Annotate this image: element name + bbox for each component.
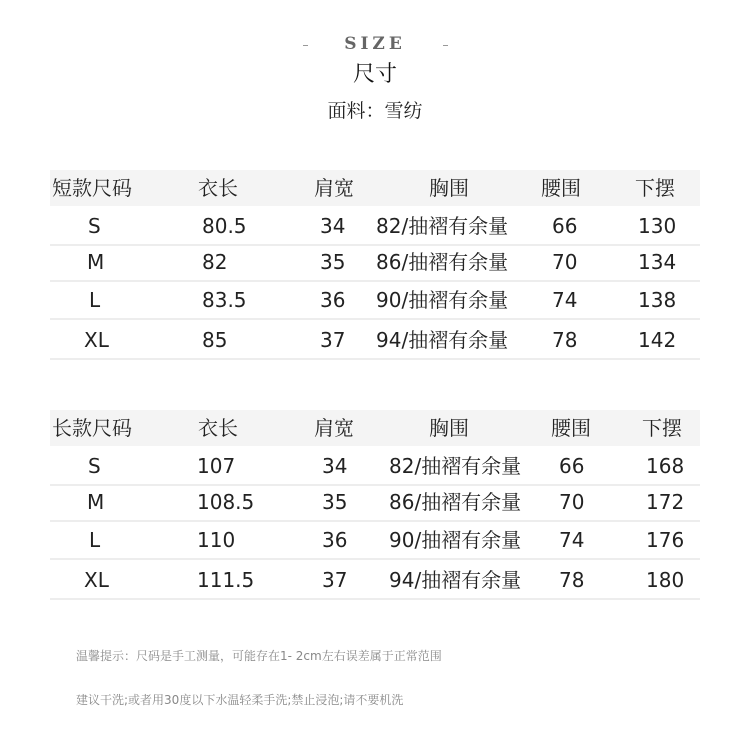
column-header-bust: 胸围 — [429, 416, 469, 440]
title-dash-right — [443, 45, 448, 46]
cell-hem: 138 — [638, 288, 677, 312]
table-row — [50, 562, 700, 600]
column-header-waist: 腰围 — [551, 416, 591, 440]
cell-waist: 78 — [552, 328, 578, 352]
table-row — [50, 522, 700, 560]
cell-length: 80.5 — [202, 214, 247, 238]
cell-waist: 74 — [559, 528, 585, 552]
cell-bust: 94/抽褶有余量 — [389, 568, 522, 592]
cell-shoulder: 36 — [322, 528, 348, 552]
cell-shoulder: 37 — [320, 328, 346, 352]
cell-size: XL — [84, 568, 109, 592]
cell-shoulder: 34 — [322, 454, 348, 478]
cell-size: S — [88, 454, 101, 478]
column-header-shoulder: 肩宽 — [314, 176, 354, 200]
cell-shoulder: 36 — [320, 288, 346, 312]
cell-length: 82 — [202, 250, 228, 274]
cell-bust: 82/抽褶有余量 — [376, 214, 509, 238]
cell-hem: 142 — [638, 328, 677, 352]
cell-waist: 78 — [559, 568, 585, 592]
cell-bust: 82/抽褶有余量 — [389, 454, 522, 478]
cell-shoulder: 34 — [320, 214, 346, 238]
cell-bust: 90/抽褶有余量 — [389, 528, 522, 552]
table-header-row — [50, 170, 700, 206]
column-header-size: 长款尺码 — [52, 416, 132, 440]
column-header-waist: 腰围 — [541, 176, 581, 200]
cell-length: 83.5 — [202, 288, 247, 312]
column-header-hem: 下摆 — [642, 416, 682, 440]
cell-waist: 66 — [552, 214, 578, 238]
cell-bust: 86/抽褶有余量 — [376, 250, 509, 274]
size-title-cn: 尺寸 — [352, 62, 397, 87]
column-header-length: 衣长 — [198, 176, 238, 200]
table-row — [50, 282, 700, 320]
cell-size: M — [87, 490, 105, 514]
cell-size: L — [89, 528, 101, 552]
cell-hem: 172 — [646, 490, 685, 514]
cell-shoulder: 35 — [322, 490, 348, 514]
cell-hem: 168 — [646, 454, 685, 478]
cell-size: M — [87, 250, 105, 274]
table-row — [50, 244, 700, 282]
cell-waist: 70 — [559, 490, 585, 514]
cell-length: 107 — [197, 454, 236, 478]
cell-waist: 66 — [559, 454, 585, 478]
cell-length: 85 — [202, 328, 228, 352]
fabric-label: 面料：雪纺 — [327, 100, 423, 122]
measurement-note: 温馨提示：尺码是手工测量，可能存在1- 2cm左右误差属于正常范围 — [76, 649, 442, 663]
cell-bust: 86/抽褶有余量 — [389, 490, 522, 514]
cell-shoulder: 37 — [322, 568, 348, 592]
column-header-shoulder: 肩宽 — [314, 416, 354, 440]
table-row — [50, 448, 700, 486]
cell-waist: 74 — [552, 288, 578, 312]
cell-hem: 134 — [638, 250, 677, 274]
size-title-en: SIZE — [344, 34, 406, 54]
cell-size: S — [88, 214, 101, 238]
cell-waist: 70 — [552, 250, 578, 274]
cell-hem: 176 — [646, 528, 685, 552]
cell-bust: 94/抽褶有余量 — [376, 328, 509, 352]
table-row — [50, 484, 700, 522]
table-header-row — [50, 410, 700, 446]
column-header-bust: 胸围 — [429, 176, 469, 200]
cell-size: L — [89, 288, 101, 312]
table-row — [50, 208, 700, 246]
column-header-hem: 下摆 — [635, 176, 675, 200]
cell-length: 111.5 — [197, 568, 255, 592]
cell-size: XL — [84, 328, 109, 352]
washing-note: 建议干洗;或者用30度以下水温轻柔手洗;禁止浸泡;请不要机洗 — [76, 693, 404, 707]
cell-shoulder: 35 — [320, 250, 346, 274]
cell-hem: 180 — [646, 568, 685, 592]
cell-length: 110 — [197, 528, 236, 552]
column-header-size: 短款尺码 — [52, 176, 132, 200]
cell-hem: 130 — [638, 214, 677, 238]
cell-length: 108.5 — [197, 490, 255, 514]
cell-bust: 90/抽褶有余量 — [376, 288, 509, 312]
column-header-length: 衣长 — [198, 416, 238, 440]
table-row — [50, 322, 700, 360]
